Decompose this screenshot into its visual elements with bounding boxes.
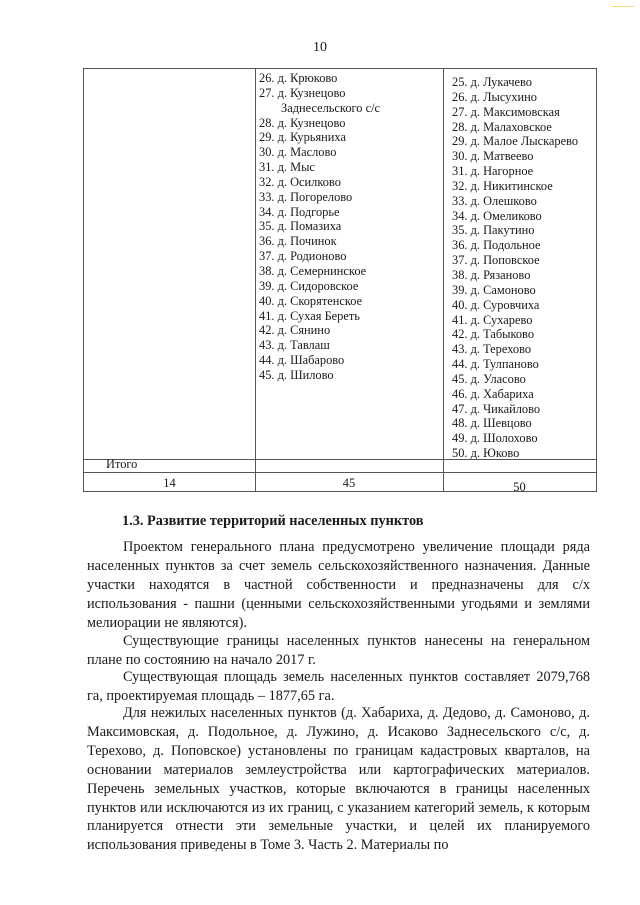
settlement-item: 29. д. Курьяниха	[259, 130, 346, 145]
total-value-col-2: 45	[342, 476, 356, 490]
settlement-item: 42. д. Табыково	[452, 327, 535, 342]
settlement-item: 39. д. Самоново	[452, 282, 536, 297]
settlement-item: 32. д. Осилково	[259, 174, 341, 189]
settlement-item: 46. д. Хабариха	[452, 386, 534, 401]
settlement-item: 44. д. Шабарово	[259, 353, 345, 368]
table-row-divider	[84, 472, 596, 473]
settlement-item: 33. д. Погорелово	[259, 189, 353, 204]
settlement-item: Заднесельского с/с	[281, 100, 381, 115]
settlement-item: 45. д. Шилово	[259, 367, 334, 382]
settlement-item: 31. д. Мыс	[259, 160, 315, 175]
paragraph: Проектом генерального плана предусмотрено увеличение площади ряда населенных пунктов за счет земель сельскохозяйственного назначения. Данные участки находятся в частной собственности и предназначены для с/х использования - пашни (ценными сельскохозяйственными угодьями и землями мелиорации не являются).	[87, 539, 590, 631]
settlement-item: 44. д. Тулпаново	[452, 357, 539, 372]
settlement-item: 33. д. Олешково	[452, 193, 537, 208]
settlement-item: 35. д. Помазиха	[259, 219, 342, 234]
section-title: 1.3. Развитие территорий населенных пунктов	[122, 513, 424, 529]
table-column-3-list	[452, 75, 578, 461]
settlement-item: 35. д. Пакутино	[452, 223, 535, 238]
settlement-item: 37. д. Родионово	[259, 249, 347, 264]
settlement-item: 41. д. Сухая Береть	[259, 308, 360, 323]
total-label: Итого	[106, 457, 138, 471]
settlement-item: 29. д. Малое Лыскарево	[452, 134, 579, 149]
settlement-item: 38. д. Рязаново	[452, 267, 531, 282]
settlement-item: 26. д. Лысухино	[452, 89, 537, 104]
settlement-item: 30. д. Маслово	[259, 145, 337, 160]
settlement-item: 48. д. Шевцово	[452, 416, 532, 431]
settlement-item: 38. д. Семернинское	[259, 263, 367, 278]
settlements-table	[83, 68, 597, 492]
settlement-item: 34. д. Подгорье	[259, 204, 340, 219]
settlement-item: 50. д. Юково	[452, 446, 520, 461]
settlement-item: 43. д. Тавлаш	[259, 338, 330, 353]
settlement-item: 41. д. Сухарево	[452, 312, 533, 327]
settlement-item: 30. д. Матвеево	[452, 149, 534, 164]
settlement-item: 49. д. Шолохово	[452, 431, 538, 446]
settlement-item: 36. д. Подольное	[452, 238, 541, 253]
settlement-item: 43. д. Терехово	[452, 342, 532, 357]
settlement-item: 27. д. Кузнецово	[259, 85, 346, 100]
table-column-divider	[443, 69, 444, 492]
settlement-item: 26. д. Крюково	[259, 71, 338, 85]
settlement-item: 40. д. Скорятенское	[259, 293, 363, 308]
settlement-item: 37. д. Поповское	[452, 253, 540, 268]
page-number: 10	[313, 40, 327, 55]
settlement-item: 45. д. Уласово	[452, 371, 526, 386]
paragraph: Для нежилых населенных пунктов (д. Хабариха, д. Дедово, д. Самоново, д. Максимовская, д. Подольное, д. Лужино, д. Исаково Заднесельского с/с, д. Терехово, д. Поповское) установлены по границам кадастровых кварталов, на основании материалов землеустройства или картографических материалов. Перечень земельных участков, которые включаются в границы населенных пунктов или исключаются из их границ, с указанием категорий земель, к которым планируется отнести эти земельные участки, и целей их планируемого использования приведены в Томе 3. Часть 2. Материалы по	[87, 705, 590, 854]
corner-mark	[612, 0, 634, 7]
settlement-item: 27. д. Максимовская	[452, 104, 560, 119]
settlement-item: 42. д. Сянино	[259, 323, 331, 338]
settlement-item: 25. д. Лукачево	[452, 75, 532, 89]
total-value-col-1: 14	[163, 476, 176, 490]
table-column-2-list	[259, 71, 380, 383]
paragraph: Существующие границы населенных пунктов нанесены на генеральном плане по состоянию на начало 2017 г.	[87, 633, 590, 668]
settlement-item: 39. д. Сидоровское	[259, 278, 359, 293]
settlement-item: 40. д. Суровчиха	[452, 297, 540, 312]
table-column-divider	[255, 69, 256, 492]
settlement-item: 28. д. Малаховское	[452, 119, 552, 134]
settlement-item: 31. д. Нагорное	[452, 164, 534, 179]
settlement-item: 32. д. Никитинское	[452, 178, 553, 193]
settlement-item: 47. д. Чикайлово	[452, 401, 541, 416]
settlement-item: 36. д. Починок	[259, 234, 337, 249]
settlement-item: 28. д. Кузнецово	[259, 115, 346, 130]
settlement-item: 34. д. Омеликово	[452, 208, 542, 223]
paragraph: Существующая площадь земель населенных пунктов составляет 2079,768 га, проектируемая площадь – 1877,65 га.	[87, 669, 590, 704]
total-value-col-3: 50	[513, 480, 526, 494]
